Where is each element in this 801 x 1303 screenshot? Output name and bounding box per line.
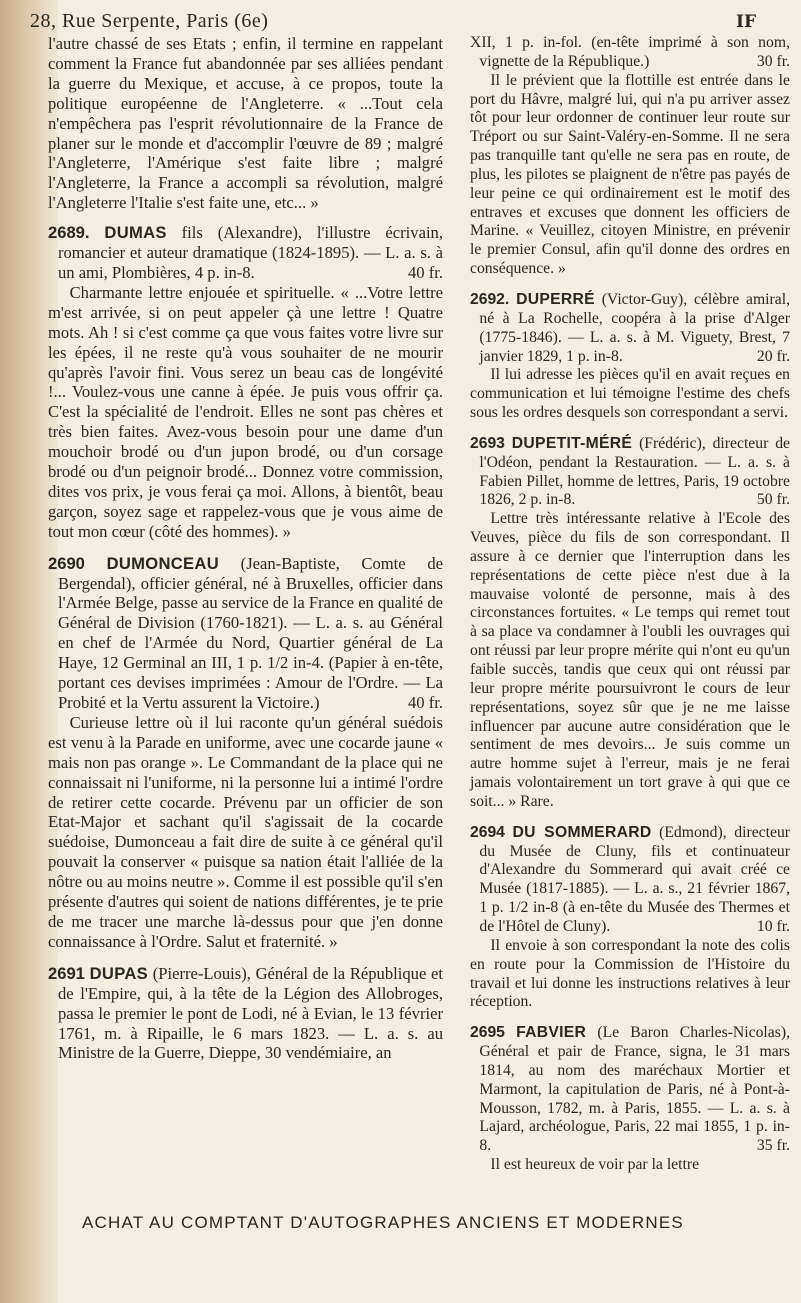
- entry-name: DU SOMMERARD: [512, 823, 652, 841]
- entry-number: 2693: [470, 434, 505, 452]
- entry-body: Il le prévient que la flottille est entrée dans le port du Hâvre, malgré lui, qui n'a pu arriver assez tôt pour leur ordonner de continuer leur route sur Tréport ou sur Saint-Valéry-en-Somme. Il ne sera pas tranquille tant qu'elle ne sera pas en route, de plus, les pilotes se plaignent de n'être pas payés de leur peine ce qui ordinairement est le motif des entraves et excuses que donnent les officiers de Marine. « Veuillez, citoyen Ministre, en prévenir le premier Consul, afin qu'il donne des ordres en conséquence. »: [470, 71, 790, 278]
- entry-name: DUPAS: [89, 963, 148, 983]
- entry-description: (Victor-Guy), célèbre amiral, né à La Rochelle, coopéra à la prise d'Alger (1775-1846). — L. a. s. à M. Viguety, Brest, 7 janvier 1829, 1 p. in-8.: [479, 290, 791, 365]
- entry-body: Curieuse lettre où il lui raconte qu'un général suédois est venu à la Parade en uniforme, avec une cocarde jaune « mais non pas orange ». Le Commandant de la place qui ne connaissait ni l'uniforme, ni la personne lui a intimé l'ordre de retirer cette cocarde. Prévenu par un officier de son Etat-Major et sachant qu'il s'agissait de la cocarde suédoise, Dumonceau a fait dire de suite à ce général qu'il pouvait la conserver « puisque sa nation était l'alliée de la nôtre ou au moins neutre ». Comme il est possible qu'il s'en présente d'autres qui soient de nations différentes, je te prie de me tracer une marche là-dessus pour que j'en donne connaissance à l'Ordre. Salut et fraternité. »: [48, 712, 443, 951]
- entry-price: 40 fr.: [407, 693, 443, 712]
- catalog-entry-2691-continued: [470, 34, 790, 279]
- entry-name: DUPETIT-MÉRÉ: [511, 434, 633, 452]
- entry-price: 20 fr.: [756, 347, 790, 365]
- catalog-entry-2691: [48, 964, 443, 1064]
- entry-number: 2689.: [48, 223, 90, 243]
- entry-description: (Jean-Baptiste, Comte de Bergendal), officier général, né à Bruxelles, officier dans l'Armée Belge, passe au service de la France en qualité de Général de Division (1760-1821). — L. a. s. au Général en chef de l'Armée du Nord, Quartier général de La Haye, 12 Germinal an III, 1 p. 1/2 in-4. (Papier à en-tête, portant ces devises imprimées : Amour de l'Ordre. — La Probité et la Vertu assurent la Victoire.): [57, 553, 443, 712]
- entry-description: XII, 1 p. in-fol. (en-tête imprimé à son nom, vignette de la République.): [470, 34, 790, 70]
- entry-body: Lettre très intéressante relative à l'Ecole des Veuves, pièce du fils de son correspondant. Il assure à ce dernier que l'interruption dans les représentations de cette pièce n'est due à la mauvaise volonté de personne, mais à des circonstances fortuites. « Le temps qui remet tout à sa place va condamner à l'oubli les ouvrages qui ont réussi par leur propre mérite qui n'ont eu qu'un faible succès, tandis que ceux qui ont réussi par leur propre mérite poursuivront le cours de leur représentations, soyez sûr que je ne me laisse influencer par aucune autre considération que le sentiment de mes devoirs... Je suis comme un autre homme sujet à l'erreur, mais je ne ferai jamais volontairement un tort grave à qui que ce soit... » Rare.: [470, 510, 790, 810]
- entry-number: 2690: [48, 553, 85, 573]
- entry-price: 50 fr.: [756, 491, 790, 509]
- entry-number: 2695: [470, 1024, 505, 1042]
- entry-number: 2692.: [470, 290, 510, 308]
- entry-price: 10 fr.: [756, 917, 790, 935]
- catalog-entry-2694: [470, 824, 790, 1012]
- entry-name: DUMAS: [104, 223, 167, 243]
- entry-description: (Le Baron Charles-Nicolas), Général et pair de France, signa, le 31 mars 1814, au nom des maréchaux Mortier et Marmont, la capitulation de Paris, né à Pont-à-Mousson, 1782, m. à Paris, 1855. — L. a. s. à Lajard, archéologue, Paris, 22 mai 1855, 1 p. in-8.: [479, 1024, 790, 1155]
- entry-body: Charmante lettre enjouée et spirituelle. « ...Votre lettre m'est arrivée, si on peut appeler çà une lettre ! Quatre mots. Ah ! si c'est comme ça que vous faites votre livre sur les épées, il ne reste qu'à vous souhaiter de ne mourir qu'après l'avoir fini. Vous serez un beau cas de longévité !... Voulez-vous une canne à épée. Je puis vous offrir ça. C'est la spécialité de l'endroit. Elles ne sont pas chères et très bien faites. Avez-vous besoin pour une dame d'un mouchoir brodé ou d'un jupon brodé, ou d'un corsage brodé ou d'un peignoir brodé... Donnez votre commission, dites vos prix, je vous ferai ça moi. Allons, à bientôt, beau garçon, soyez sage et rappelez-vous que je vous aime de tout mon cœur (côté des hommes). »: [48, 282, 443, 541]
- left-column: [48, 34, 443, 1075]
- entry-description: fils (Alexandre), l'illustre écrivain, romancier et auteur dramatique (1824-1895). — L. a. s. à un ami, Plombières, 4 p. in-8.: [57, 223, 443, 282]
- entry-description: (Edmond), directeur du Musée de Cluny, fils et continuateur d'Alexandre du Sommerard qui avait créé ce Musée (1817-1885). — L. a. s., 21 février 1867, 1 p. 1/2 in-8 (à en-tête du Musée des Thermes et de l'Hôtel de Cluny).: [479, 823, 791, 935]
- entry-body: Il lui adresse les pièces qu'il en avait reçues en communication et lui témoigne l'estime des chefs sous les ordres desquels son correspondant a servi.: [470, 366, 790, 422]
- entry-description: (Frédéric), directeur de l'Odéon, pendant la Restauration. — L. a. s. à Fabien Pillet, homme de lettres, Paris, 19 octobre 1826, 2 p. in-8.: [479, 434, 791, 509]
- catalog-entry-2690: [48, 554, 443, 952]
- catalog-entry-2695: [470, 1024, 790, 1175]
- page-number: IF: [736, 12, 757, 32]
- entry-body: Il envoie à son correspondant la note des colis en route pour la Commission de l'Histoire du travail et lui donne les instructions relatives à leur réception.: [470, 936, 790, 1011]
- entry-body: Il est heureux de voir par la lettre: [490, 1156, 700, 1174]
- entry-price: 35 fr.: [756, 1137, 790, 1155]
- entry-description: (Pierre-Louis), Général de la République et de l'Empire, qui, à la tête de la Légion des Allobroges, passa le premier le pont de Lodi, né à Evian, le 13 février 1761, m. à Ripaille, le 6 mars 1823. — L. a. s. au Ministre de la Guerre, Dieppe, 30 vendémiaire, an: [57, 963, 444, 1063]
- entry-number: 2694: [470, 823, 505, 841]
- catalog-entry-2689: [48, 223, 443, 542]
- right-column: [470, 34, 790, 1187]
- entry-name: FABVIER: [516, 1024, 587, 1042]
- entry-price: 30 fr.: [756, 52, 790, 70]
- entry-price: 40 fr.: [407, 262, 443, 282]
- continuation-text: l'autre chassé de ses Etats ; enfin, il termine en rappelant comment la France fut abandonnée par ses alliées pendant la guerre du Mexique, et accuse, à ce propos, toute la politique européenne de l'Angleterre. « ...Tout cela n'empêchera pas l'esprit révolutionnaire de la France de planer sur le monde et d'accomplir l'œuvre de 89 ; malgré l'Angleterre, l'Amérique s'est faite libre ; malgré l'Angleterre, la France a accompli sa révolution, malgré l'Angleterre l'Italie s'est faite une, etc... »: [48, 34, 443, 213]
- catalog-entry-2693: [470, 435, 790, 812]
- entry-number: 2691: [48, 963, 85, 983]
- page-footer: ACHAT AU COMPTANT D'AUTOGRAPHES ANCIENS ET MODERNES: [82, 1213, 684, 1232]
- entry-name: DUPERRÉ: [516, 290, 595, 308]
- entry-name: DUMONCEAU: [106, 553, 219, 573]
- running-head: 28, Rue Serpente, Paris (6e): [30, 10, 269, 32]
- catalog-entry-2692: [470, 291, 790, 423]
